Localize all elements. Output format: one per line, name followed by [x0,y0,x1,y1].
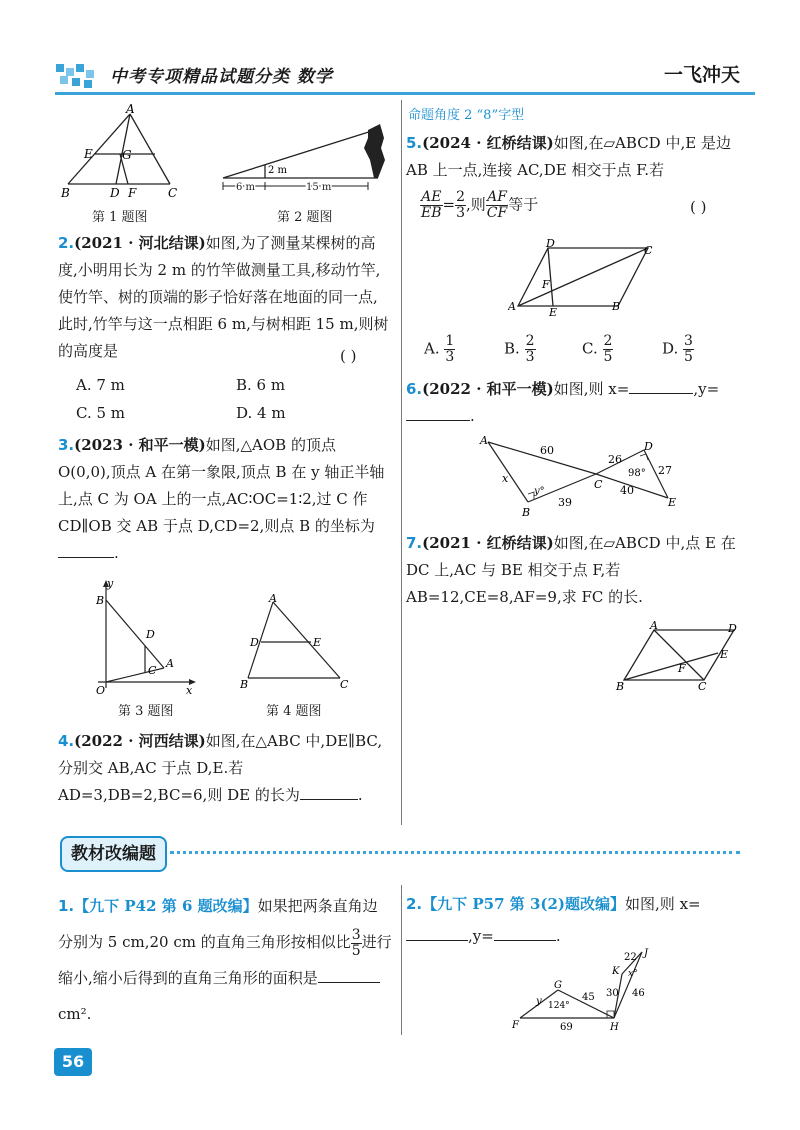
svg-text:D: D [644,440,653,453]
question-text: ,y= [468,927,494,945]
svg-text:E: E [313,636,322,649]
figure-4-caption: 第 4 题图 [266,704,322,719]
svg-text:C: C [594,478,603,491]
answer-blank-y[interactable] [494,940,556,941]
question-3 [58,432,392,567]
question-end: . [357,786,363,804]
svg-text:x: x [502,472,509,485]
header-rule [55,92,755,95]
question-text: 等于 [508,195,539,214]
question-source: (2021 · 红桥结课) [422,534,554,552]
option-b: B. 6 m [236,376,286,394]
svg-text:G: G [122,148,132,162]
column-divider-bottom [401,885,402,1035]
question-number: 1. [58,897,75,915]
figure-5 [508,236,663,318]
svg-text:K: K [612,966,620,977]
question-text: 如图,在▱ABCD 中,E 是边 AB 上一点,连接 AC,DE 相交于点 F.若 [406,134,731,179]
svg-text:O: O [96,684,106,696]
svg-text:D: D [146,628,155,641]
figure-b2-22: 22 [624,952,637,963]
question-unit: cm². [58,1005,92,1023]
svg-text:F: F [128,186,137,200]
figure-7 [614,618,744,694]
figure-2-15m-label: 15 m [306,182,332,193]
question-6 [406,376,742,430]
column-divider [401,100,402,825]
svg-text:F: F [542,278,550,291]
question-number: 5. [406,134,423,152]
question-text: 如图,△AOB 的顶点 O(0,0),顶点 A 在第一象限,顶点 B 在 y 轴正半轴上,点 C 为 OA 上的一点,AC∶OC=1∶2,过 C 作 CD∥OB 交 AB 于点 D,CD=2,则点 B 的坐标为 [58,436,385,535]
question-end: . [555,927,561,945]
svg-text:D: D [728,622,737,635]
svg-text:B: B [61,186,70,200]
figure-2-6m-label: 6 m [236,182,256,193]
figure-2-caption: 第 2 题图 [277,210,333,225]
svg-text:B: B [522,506,531,519]
figure-b2-46: 46 [632,988,645,999]
option-a: A. 7 m [76,376,125,394]
svg-text:x°: x° [628,969,638,979]
question-number: 7. [406,534,423,552]
option-b: B. $\frac{2}{3}$ [504,333,535,365]
svg-text:y: y [536,996,542,1007]
header-logo [56,64,102,88]
figure-6-26: 26 [608,453,622,466]
question-source: 【九下 P57 第 3(2)题改编】 [422,895,626,913]
question-4 [58,728,392,809]
svg-text:B: B [240,678,249,691]
svg-text:E: E [668,496,677,509]
svg-text:F: F [512,1020,519,1031]
answer-blank[interactable] [58,557,114,558]
question-end: . [114,544,119,562]
question-number: 3. [58,436,75,454]
svg-text:E: E [549,306,558,318]
question-text: ,y= [693,380,720,398]
figure-6-60: 60 [540,444,554,457]
svg-text:A: A [480,434,488,447]
question-2 [58,230,392,365]
option-c: C. $\frac{2}{5}$ [582,333,613,365]
figure-3 [96,578,201,696]
svg-text:A: A [650,619,658,632]
question-source: (2024 · 红桥结课) [422,134,554,152]
answer-blank[interactable] [318,982,380,983]
question-number: 4. [58,732,75,750]
right-heading: 命题角度 2 “8”字型 [408,108,525,123]
question-source: (2022 · 和平一模) [422,380,554,398]
svg-text:A: A [508,300,516,313]
svg-text:D: D [546,237,555,250]
page-number: 56 [54,1048,92,1076]
svg-text:A: A [126,104,135,116]
svg-text:E: E [84,147,93,161]
svg-text:y°: y° [534,486,545,497]
option-d: D. 4 m [236,404,286,422]
answer-blank-y[interactable] [406,420,470,421]
answer-blank-x[interactable] [629,393,693,394]
svg-text:B: B [96,594,105,607]
svg-text:E: E [720,648,729,661]
svg-text:C: C [644,244,653,257]
svg-text:C: C [340,678,349,691]
question-end: . [470,407,475,425]
svg-text:A: A [166,657,174,670]
answer-blank-x[interactable] [406,940,468,941]
question-5 [406,130,742,184]
svg-text:H: H [610,1022,619,1032]
svg-text:B: B [612,300,621,313]
figure-6 [476,430,696,520]
question-source: (2021 · 河北结课) [74,234,206,252]
svg-text:D: D [250,636,259,649]
question-source: 【九下 P42 第 6 题改编】 [74,897,258,915]
figure-6-40: 40 [620,484,634,497]
question-text: 如图,在△ABC 中,DE∥BC,分别交 AB,AC 于点 D,E.若 AD=3,DB=2,BC=6,则 DE 的长为 [58,732,383,804]
figure-4 [240,592,355,692]
figure-b2-124: 124° [548,1001,570,1011]
svg-text:C: C [698,680,707,693]
answer-paren: ( ) [690,198,707,216]
question-text: 如图,在▱ABCD 中,点 E 在 DC 上,AC 与 BE 相交于点 F,若 AB=12,CE=8,AF=9,求 FC 的长. [406,534,736,606]
figure-6-39: 39 [558,496,572,509]
figure-2 [218,118,393,198]
question-5-fractions: $\frac{AE}{EB}$ = $\frac{2}{3}$ ,则 $\frac{AF}{CF}$ 等于 [421,189,539,221]
svg-text:C: C [148,664,157,677]
header-title: 中考专项精品试题分类 数学 [110,67,333,87]
option-a: A. $\frac{1}{3}$ [424,333,455,365]
question-text: 如图,则 x= [553,380,630,398]
figure-b2 [510,946,670,1032]
question-text: 如果把两条直角边分别为 5 cm,20 cm 的直角三角形按相似比 [58,897,378,951]
option-d: D. $\frac{3}{5}$ [662,333,693,365]
question-source: (2022 · 河西结课) [74,732,206,750]
figure-3-caption: 第 3 题图 [118,704,174,719]
textbook-question-2 [406,888,742,952]
figure-1-caption: 第 1 题图 [92,210,148,225]
question-7 [406,530,742,611]
question-text: 如图,为了测量某棵树的高度,小明用长为 2 m 的竹竿做测量工具,移动竹竿,使竹竿、树的顶端的影子恰好落在地面的同一点,此时,竹竿与这一点相距 6 m,与树相距 15 m,则树的高度是 [58,234,389,360]
figure-b2-30: 30 [606,988,619,999]
figure-2-pole-label: 2 m [268,165,288,176]
brand-logo: 一飞冲天 [664,64,741,86]
svg-text:y: y [107,578,114,590]
figure-6-27: 27 [658,464,672,477]
figure-b2-69: 69 [560,1022,573,1032]
figure-b2-45: 45 [582,992,595,1003]
answer-paren: ( ) [340,347,357,365]
svg-text:F: F [678,662,686,675]
answer-blank[interactable] [300,799,358,800]
svg-text:A: A [269,592,277,605]
question-number: 2. [58,234,75,252]
section-title: 教材改编题 [60,836,167,872]
question-text: ,则 [466,195,486,214]
question-text: 如图,则 x= [625,895,701,913]
svg-text:B: B [616,680,625,693]
textbook-question-1: 1.【九下 P42 第 6 题改编】如果把两条直角边分别为 5 cm,20 cm 的直角三角形按相似比 $\frac{3}{5}$ 进行缩小,缩小后得到的直角三角形的面积是cm². [58,897,392,1023]
question-source: (2023 · 和平一模) [74,436,206,454]
figure-1 [58,104,188,204]
question-text: 进行缩小,缩小后得到的直角三角形的面积是 [58,933,392,987]
svg-text:D: D [110,186,120,200]
question-number: 2. [406,895,423,913]
svg-text:J: J [644,948,649,959]
option-c: C. 5 m [76,404,126,422]
svg-text:G: G [554,980,562,991]
section-dotted-rule [170,851,740,854]
svg-text:x: x [186,684,193,696]
svg-text:C: C [168,186,178,200]
figure-6-98: 98° [628,468,646,479]
question-number: 6. [406,380,423,398]
